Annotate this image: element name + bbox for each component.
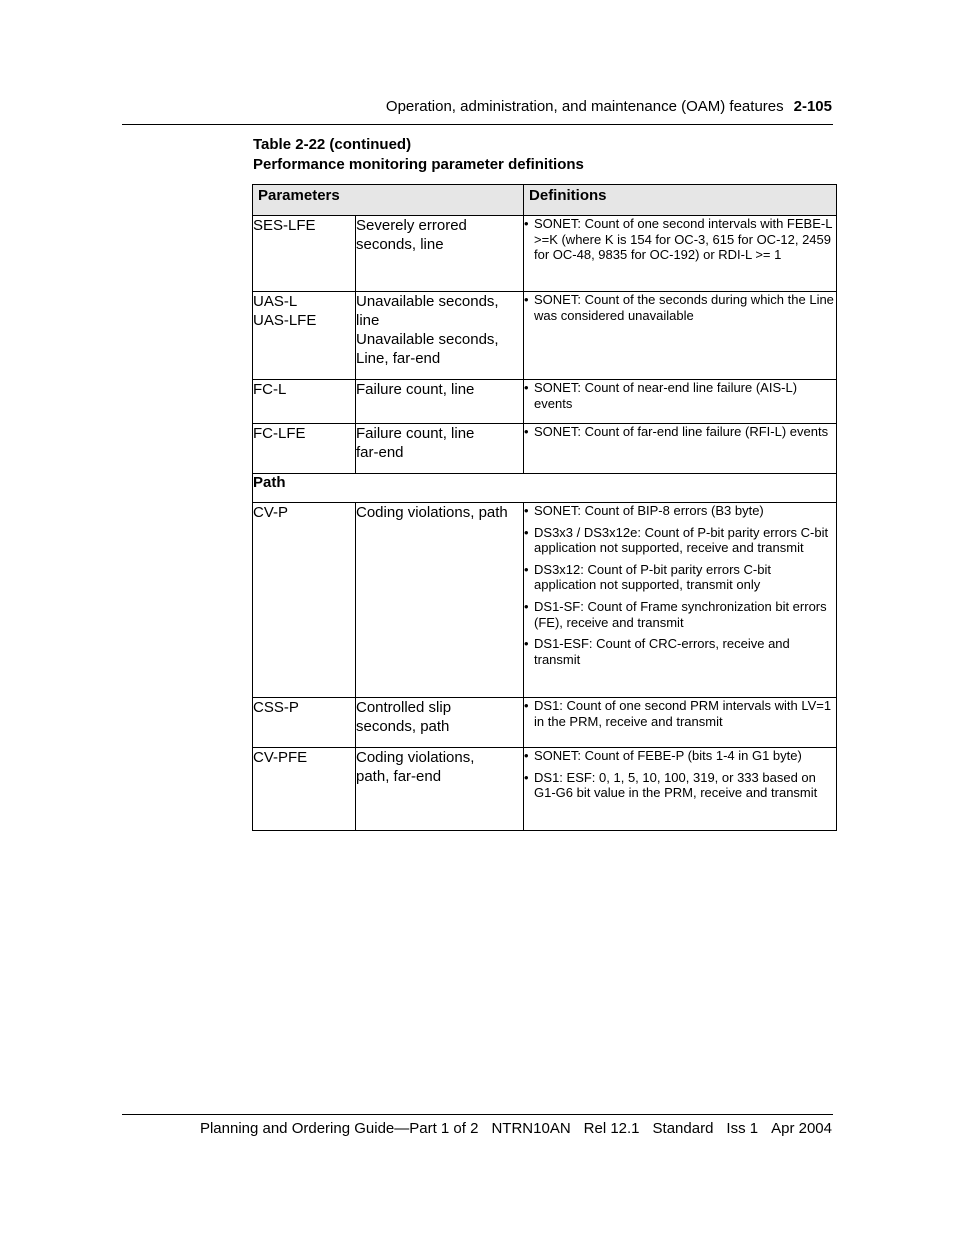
definition-text: SONET: Count of near-end line failure (AIS-L) events bbox=[534, 380, 798, 411]
footer-release: Rel 12.1 bbox=[583, 1120, 640, 1137]
definition-item bbox=[524, 599, 836, 630]
bullet-icon: • bbox=[524, 698, 529, 713]
definition-item bbox=[524, 636, 836, 667]
column-header-definitions: Definitions bbox=[524, 185, 837, 216]
parameter-name-cell bbox=[356, 503, 524, 698]
definition-cell bbox=[524, 292, 837, 380]
footer-rule bbox=[122, 1114, 833, 1115]
parameter-code-cell bbox=[253, 380, 356, 424]
section-label: Path bbox=[253, 474, 837, 503]
table-body bbox=[253, 216, 837, 831]
parameter-name-line: Failure count, line bbox=[356, 381, 475, 398]
definition-text: SONET: Count of FEBE-P (bits 1-4 in G1 byte) bbox=[534, 748, 802, 763]
definition-text: DS1-SF: Count of Frame synchronization bit errors (FE), receive and transmit bbox=[534, 598, 827, 630]
parameter-name-line: far-end bbox=[356, 444, 404, 461]
parameter-code: FC-LFE bbox=[253, 425, 306, 442]
definition-text: DS1: Count of one second PRM intervals with LV=1 in the PRM, receive and transmit bbox=[534, 698, 832, 729]
definition-item bbox=[524, 698, 836, 729]
bullet-icon: • bbox=[524, 636, 529, 652]
bullet-icon: • bbox=[524, 524, 529, 540]
parameter-name-line: Coding violations, bbox=[356, 749, 475, 766]
table-header-row bbox=[253, 185, 837, 216]
bullet-icon: • bbox=[524, 503, 529, 518]
parameter-table bbox=[252, 184, 837, 831]
table-row bbox=[253, 292, 837, 380]
footer-date: Apr 2004 bbox=[771, 1120, 832, 1137]
parameter-code-cell bbox=[253, 503, 356, 698]
parameter-code: UAS-L bbox=[253, 293, 298, 310]
table-row bbox=[253, 698, 837, 748]
header-title: Operation, administration, and maintenance (OAM) features bbox=[385, 98, 784, 115]
table-row bbox=[253, 748, 837, 831]
definition-item bbox=[524, 292, 836, 323]
definition-text: DS3x3 / DS3x12e: Count of P-bit parity errors C-bit application not supported, receive and transmit bbox=[534, 524, 829, 556]
footer-issue: Iss 1 bbox=[726, 1120, 759, 1137]
table-row bbox=[253, 380, 837, 424]
bullet-icon: • bbox=[524, 769, 529, 785]
parameter-code: UAS-LFE bbox=[253, 312, 317, 329]
parameter-code: CV-PFE bbox=[253, 749, 308, 766]
parameter-code: CSS-P bbox=[253, 699, 299, 716]
parameter-code-cell bbox=[253, 292, 356, 380]
parameter-name-line: Controlled slip bbox=[356, 699, 452, 716]
definition-text: SONET: Count of one second intervals with FEBE-L >=K (where K is 154 for OC-3, 615 for OC-12, 2459 for OC-48, 9835 for OC-192) or RDI-L >= 1 bbox=[534, 216, 832, 263]
definition-item bbox=[524, 380, 836, 411]
parameter-name-line: seconds, path bbox=[356, 718, 450, 735]
bullet-icon: • bbox=[524, 216, 529, 231]
definition-cell bbox=[524, 503, 837, 698]
caption-line-1: Table 2-22 (continued) bbox=[253, 136, 412, 153]
definition-cell bbox=[524, 424, 837, 474]
parameter-code-cell bbox=[253, 748, 356, 831]
column-header-parameters: Parameters bbox=[253, 185, 524, 216]
definition-cell bbox=[524, 698, 837, 748]
definition-cell bbox=[524, 748, 837, 831]
definition-item bbox=[524, 562, 836, 593]
page-number: 2-105 bbox=[793, 98, 832, 115]
section-row bbox=[253, 474, 837, 503]
parameter-code: FC-L bbox=[253, 381, 287, 398]
footer-doc-number: NTRN10AN bbox=[491, 1120, 571, 1137]
parameter-name-line: Unavailable seconds, bbox=[356, 293, 499, 310]
definition-text: SONET: Count of BIP-8 errors (B3 byte) bbox=[534, 503, 764, 518]
parameter-code: CV-P bbox=[253, 504, 289, 521]
definition-item bbox=[524, 216, 836, 263]
definition-text: DS1: ESF: 0, 1, 5, 10, 100, 319, or 333 based on G1-G6 bit value in the PRM, receive and transmit bbox=[534, 769, 818, 801]
definition-item bbox=[524, 424, 836, 440]
parameter-name-cell bbox=[356, 380, 524, 424]
parameter-name-cell bbox=[356, 748, 524, 831]
parameter-name-cell bbox=[356, 424, 524, 474]
definition-item bbox=[524, 503, 836, 519]
footer-doc-title: Planning and Ordering Guide—Part 1 of 2 bbox=[199, 1120, 479, 1137]
parameter-name-line: seconds, line bbox=[356, 236, 444, 253]
parameter-name-cell bbox=[356, 698, 524, 748]
parameter-code-cell bbox=[253, 216, 356, 292]
parameter-code: SES-LFE bbox=[253, 217, 316, 234]
definition-cell bbox=[524, 216, 837, 292]
bullet-icon: • bbox=[524, 380, 529, 395]
parameter-name-cell bbox=[356, 216, 524, 292]
footer-status: Standard bbox=[652, 1120, 714, 1137]
header-rule bbox=[122, 124, 833, 125]
parameter-name-cell bbox=[356, 292, 524, 380]
page-footer bbox=[200, 1120, 832, 1137]
definition-text: SONET: Count of the seconds during which the Line was considered unavailable bbox=[534, 292, 834, 323]
parameter-name-line: path, far-end bbox=[356, 768, 442, 785]
table-row bbox=[253, 503, 837, 698]
page-header bbox=[386, 98, 832, 115]
bullet-icon: • bbox=[524, 598, 529, 614]
bullet-icon: • bbox=[524, 748, 529, 763]
parameter-name-line: Unavailable seconds, bbox=[356, 331, 499, 348]
parameter-name-line: Severely errored bbox=[356, 217, 467, 234]
table-caption bbox=[253, 135, 584, 175]
parameter-name-line: Failure count, line bbox=[356, 425, 475, 442]
parameter-code-cell bbox=[253, 424, 356, 474]
definition-item bbox=[524, 748, 836, 764]
table-row bbox=[253, 216, 837, 292]
parameter-code-cell bbox=[253, 698, 356, 748]
caption-line-2: Performance monitoring parameter definitions bbox=[253, 156, 584, 173]
bullet-icon: • bbox=[524, 292, 529, 307]
definition-item bbox=[524, 525, 836, 556]
definition-text: DS1-ESF: Count of CRC-errors, receive and transmit bbox=[534, 636, 790, 667]
parameter-name-line: Line, far-end bbox=[356, 350, 441, 367]
definition-text: DS3x12: Count of P-bit parity errors C-bit application not supported, transmit only bbox=[534, 561, 771, 593]
definition-cell bbox=[524, 380, 837, 424]
parameter-name-line: Coding violations, path bbox=[356, 504, 508, 521]
definition-text: SONET: Count of far-end line failure (RFI-L) events bbox=[534, 424, 829, 439]
table-row bbox=[253, 424, 837, 474]
bullet-icon: • bbox=[524, 424, 529, 439]
definition-item bbox=[524, 770, 836, 801]
parameter-name-line: line bbox=[356, 312, 380, 329]
bullet-icon: • bbox=[524, 561, 529, 577]
